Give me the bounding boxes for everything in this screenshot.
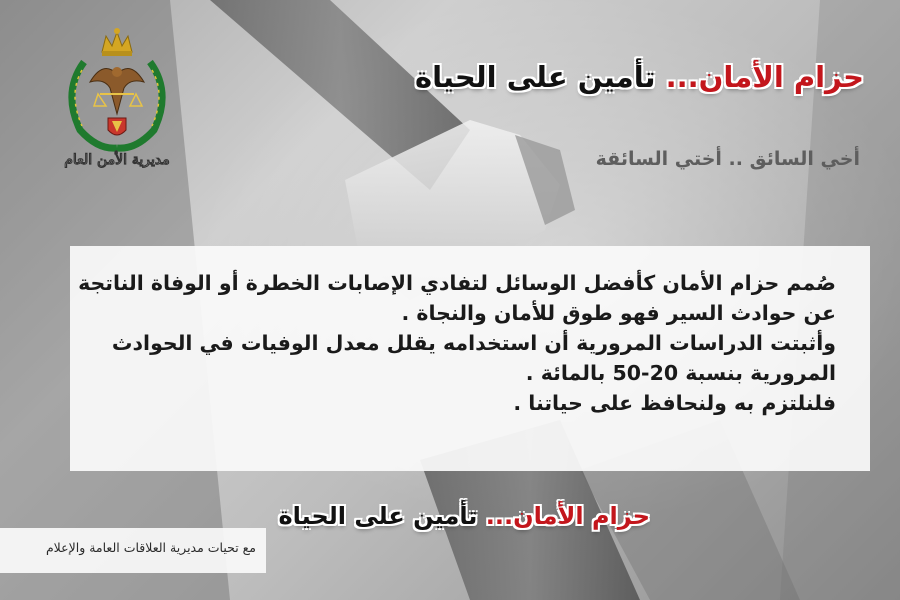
- credit-text: مع تحيات مديرية العلاقات العامة والإعلام: [45, 540, 256, 555]
- campaign-title-top: [415, 60, 864, 94]
- title-bottom-red: حزام الأمان...: [485, 502, 650, 530]
- campaign-title-bottom: [278, 502, 650, 530]
- emblem-caption: مديرية الأمن العام: [64, 152, 170, 168]
- message-line: عن حوادث السير فهو طوق للأمان والنجاة .: [401, 301, 836, 325]
- title-bottom-black: تأمين على الحياة: [278, 502, 486, 530]
- message-body: [76, 268, 836, 418]
- message-line: صُمم حزام الأمان كأفضل الوسائل لتفادي الإصابات الخطرة أو الوفاة الناتجة: [78, 271, 836, 295]
- message-line: فلنلتزم به ولنحافظ على حياتنا .: [513, 391, 836, 415]
- message-line: المرورية بنسبة 20-50 بالمائة .: [525, 361, 836, 385]
- public-security-emblem-logo: [58, 22, 176, 172]
- title-top-red: حزام الأمان...: [665, 60, 864, 94]
- message-panel: [70, 246, 870, 471]
- message-line: وأثبتت الدراسات المرورية أن استخدامه يقلل معدل الوفيات في الحوادث: [111, 331, 836, 355]
- greeting-subtitle: أخي السائق .. أختي السائقة: [595, 148, 860, 170]
- title-top-black: تأمين على الحياة: [415, 60, 666, 94]
- credit-box: [0, 528, 266, 573]
